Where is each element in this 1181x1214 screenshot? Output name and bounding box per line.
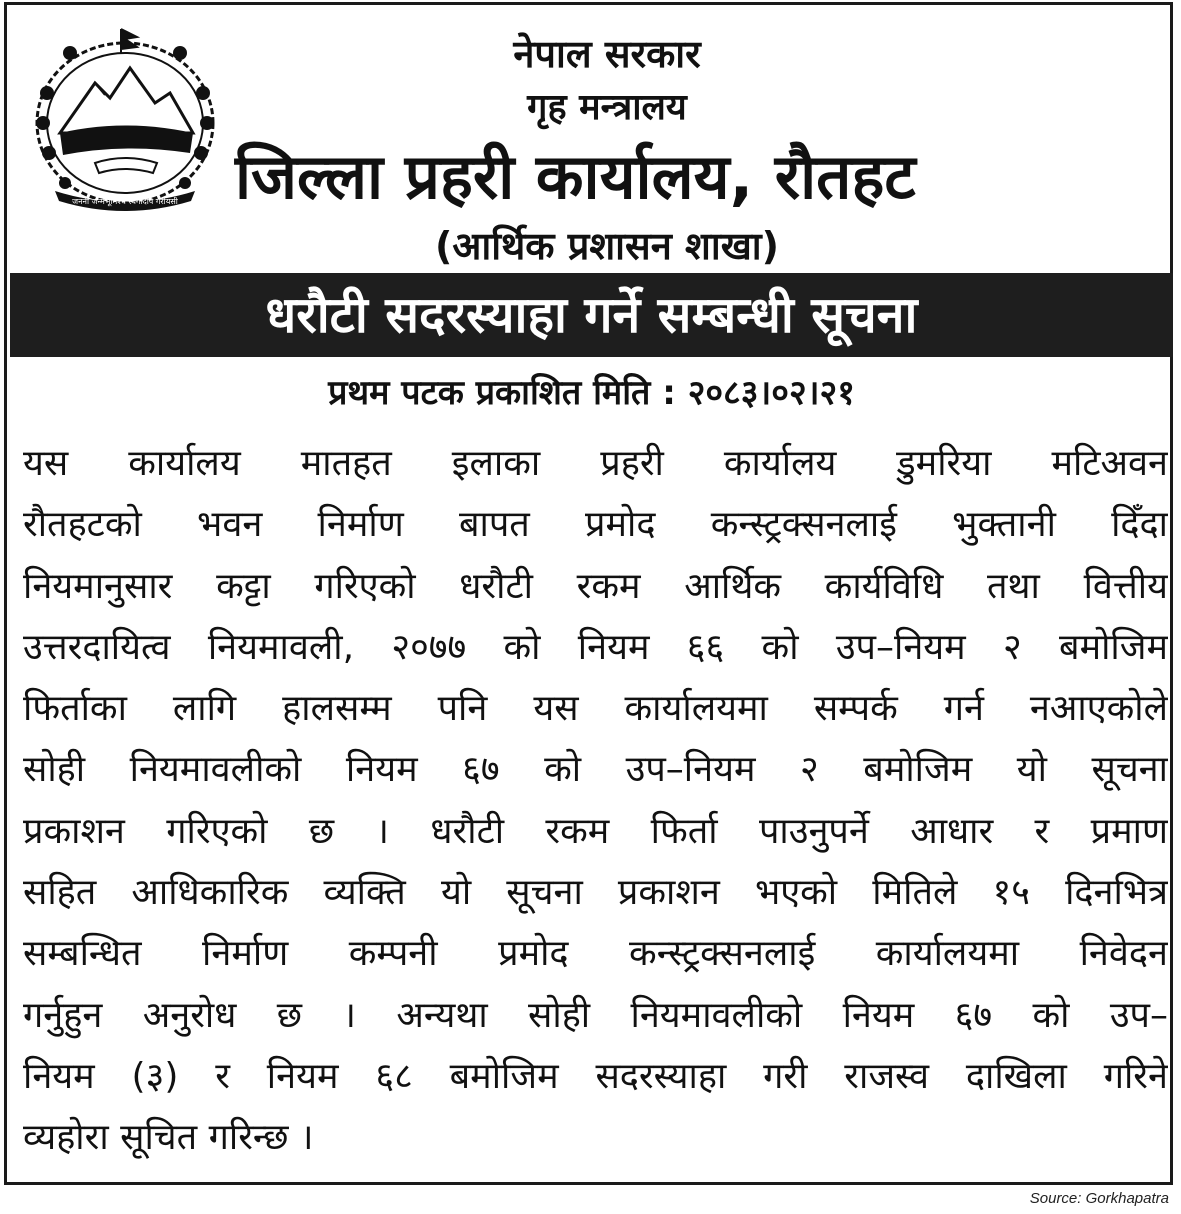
body-line: प्रकाशन गरिएको छ । धरौटी रकम फिर्ता पाउनुपर्ने आधार र प्रमाण [23, 810, 1168, 852]
notice-body [23, 433, 1168, 1169]
body-line: गर्नुहुन अनुरोध छ । अन्यथा सोही नियमावलीको नियम ६७ को उप– [23, 994, 1168, 1036]
ministry-name: गृह मन्त्रालय [527, 87, 687, 128]
body-line: रौतहटको भवन निर्माण बापत प्रमोद कन्स्ट्रक्सनलाई भुक्तानी दिँदा [23, 504, 1168, 546]
notice-frame [4, 2, 1173, 1185]
svg-text:जननी जन्मभूमिश्च स्वर्गादपि गर: जननी जन्मभूमिश्च स्वर्गादपि गरीयसी [72, 197, 178, 206]
published-date: प्रथम पटक प्रकाशित मिति : २०८३।०२।२१ [328, 373, 855, 413]
office-name: जिल्ला प्रहरी कार्यालय, रौतहट [235, 140, 916, 213]
body-line: नियम (३) र नियम ६८ बमोजिम सदरस्याहा गरी राजस्व दाखिला गरिने [23, 1055, 1168, 1097]
government-name: नेपाल सरकार [513, 32, 701, 76]
body-line: नियमानुसार कट्टा गरिएको धरौटी रकम आर्थिक कार्यविधि तथा वित्तीय [23, 565, 1168, 607]
body-line: सहित आधिकारिक व्यक्ति यो सूचना प्रकाशन भएको मितिले १५ दिनभित्र [23, 872, 1168, 914]
body-line: सोही नियमावलीको नियम ६७ को उप–नियम २ बमोजिम यो सूचना [23, 749, 1168, 791]
body-line: सम्बन्धित निर्माण कम्पनी प्रमोद कन्स्ट्रक्सनलाई कार्यालयमा निवेदन [23, 933, 1168, 975]
branch-name: (आर्थिक प्रशासन शाखा) [434, 224, 780, 268]
body-line: उत्तरदायित्व नियमावली, २०७७ को नियम ६६ को उप–नियम २ बमोजिम [23, 626, 1168, 668]
letterhead [227, 23, 987, 268]
source-credit: Source: Gorkhapatra [1029, 1190, 1169, 1207]
body-line: फिर्ताका लागि हालसम्म पनि यस कार्यालयमा सम्पर्क गर्न नआएकोले [23, 688, 1168, 730]
body-line: यस कार्यालय मातहत इलाका प्रहरी कार्यालय डुमरिया मटिअवन [23, 443, 1168, 484]
notice-title: धरौटी सदरस्याहा गर्ने सम्बन्धी सूचना [10, 273, 1173, 357]
body-line: व्यहोरा सूचित गरिन्छ । [23, 1117, 314, 1159]
nepal-emblem-icon [25, 23, 225, 213]
